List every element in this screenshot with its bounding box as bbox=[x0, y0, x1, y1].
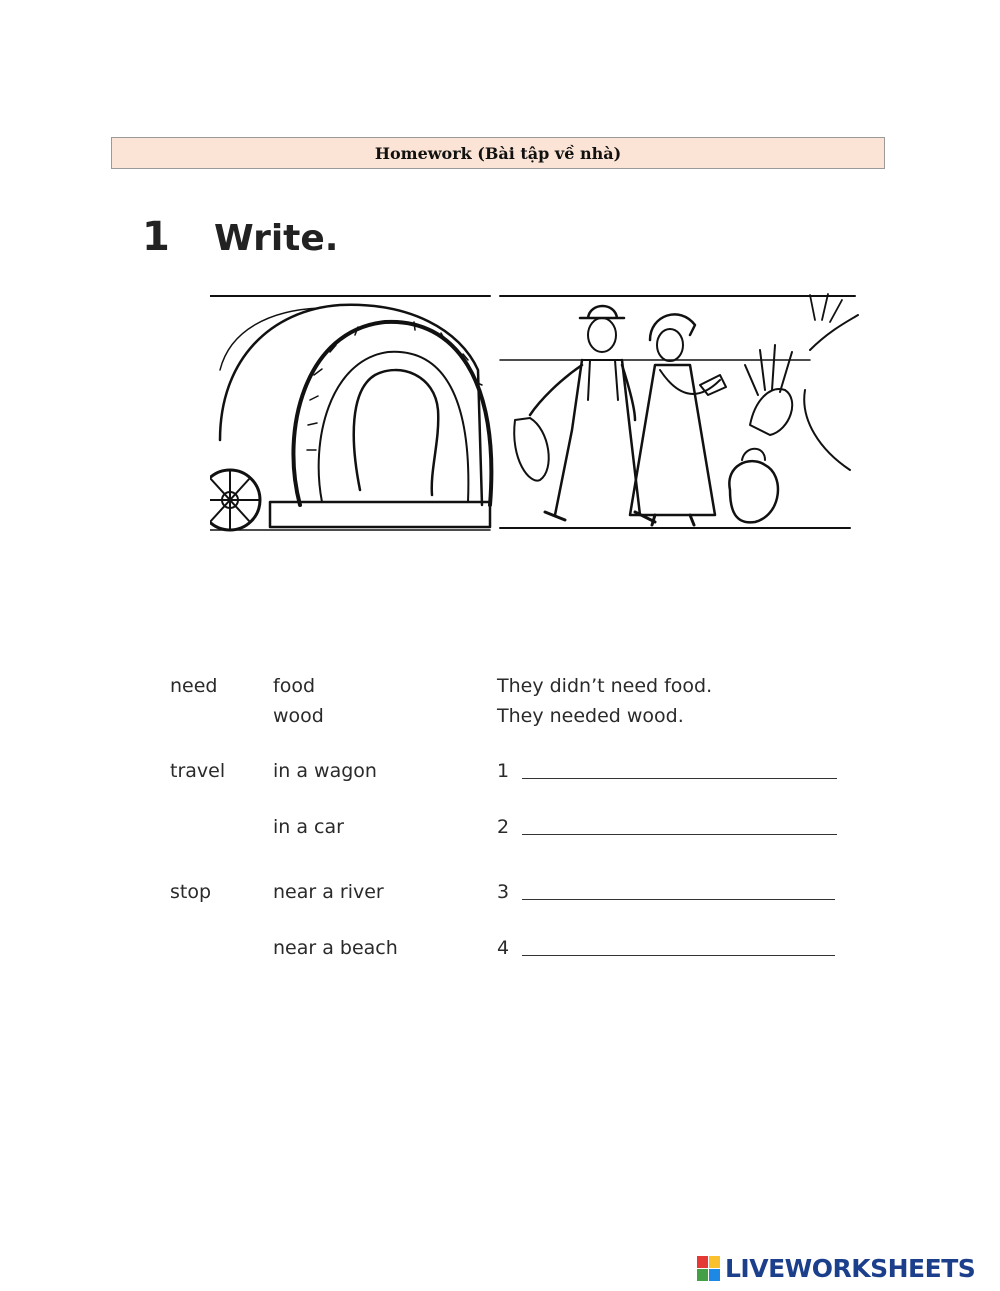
row-verb-travel: travel bbox=[170, 760, 226, 782]
row-verb-stop: stop bbox=[170, 881, 212, 903]
liveworksheets-brand bbox=[697, 1254, 975, 1283]
row-object-3: near a river bbox=[273, 881, 384, 903]
example-object-2: wood bbox=[273, 705, 324, 727]
liveworksheets-logo-icon bbox=[697, 1256, 721, 1282]
row-object-4: near a beach bbox=[273, 937, 398, 959]
answer-line-1 bbox=[522, 778, 837, 779]
answer-number-4: 4 bbox=[497, 937, 510, 959]
answer-line-4 bbox=[522, 955, 835, 956]
answer-input-4[interactable] bbox=[522, 933, 843, 955]
answer-line-3 bbox=[522, 899, 835, 900]
answer-input-3[interactable] bbox=[522, 877, 843, 899]
answer-number-1: 1 bbox=[497, 760, 510, 782]
homework-banner bbox=[111, 137, 885, 169]
exercise-title: Write. bbox=[214, 218, 339, 259]
answer-line-2 bbox=[522, 834, 837, 835]
example-sentence-1: They didn’t need food. bbox=[497, 675, 713, 697]
exercise-number: 1 bbox=[142, 214, 170, 260]
answer-input-1[interactable] bbox=[522, 756, 845, 778]
example-sentence-2: They needed wood. bbox=[497, 705, 684, 727]
row-object-2: in a car bbox=[273, 816, 344, 838]
wagon-illustration bbox=[210, 290, 860, 535]
answer-number-2: 2 bbox=[497, 816, 510, 838]
answer-input-2[interactable] bbox=[522, 812, 845, 834]
banner-title: Homework (Bài tập về nhà) bbox=[374, 143, 622, 163]
brand-text: LIVEWORKSHEETS bbox=[725, 1254, 976, 1283]
row-object-1: in a wagon bbox=[273, 760, 377, 782]
answer-number-3: 3 bbox=[497, 881, 510, 903]
example-object-1: food bbox=[273, 675, 315, 697]
example-verb: need bbox=[170, 675, 218, 697]
